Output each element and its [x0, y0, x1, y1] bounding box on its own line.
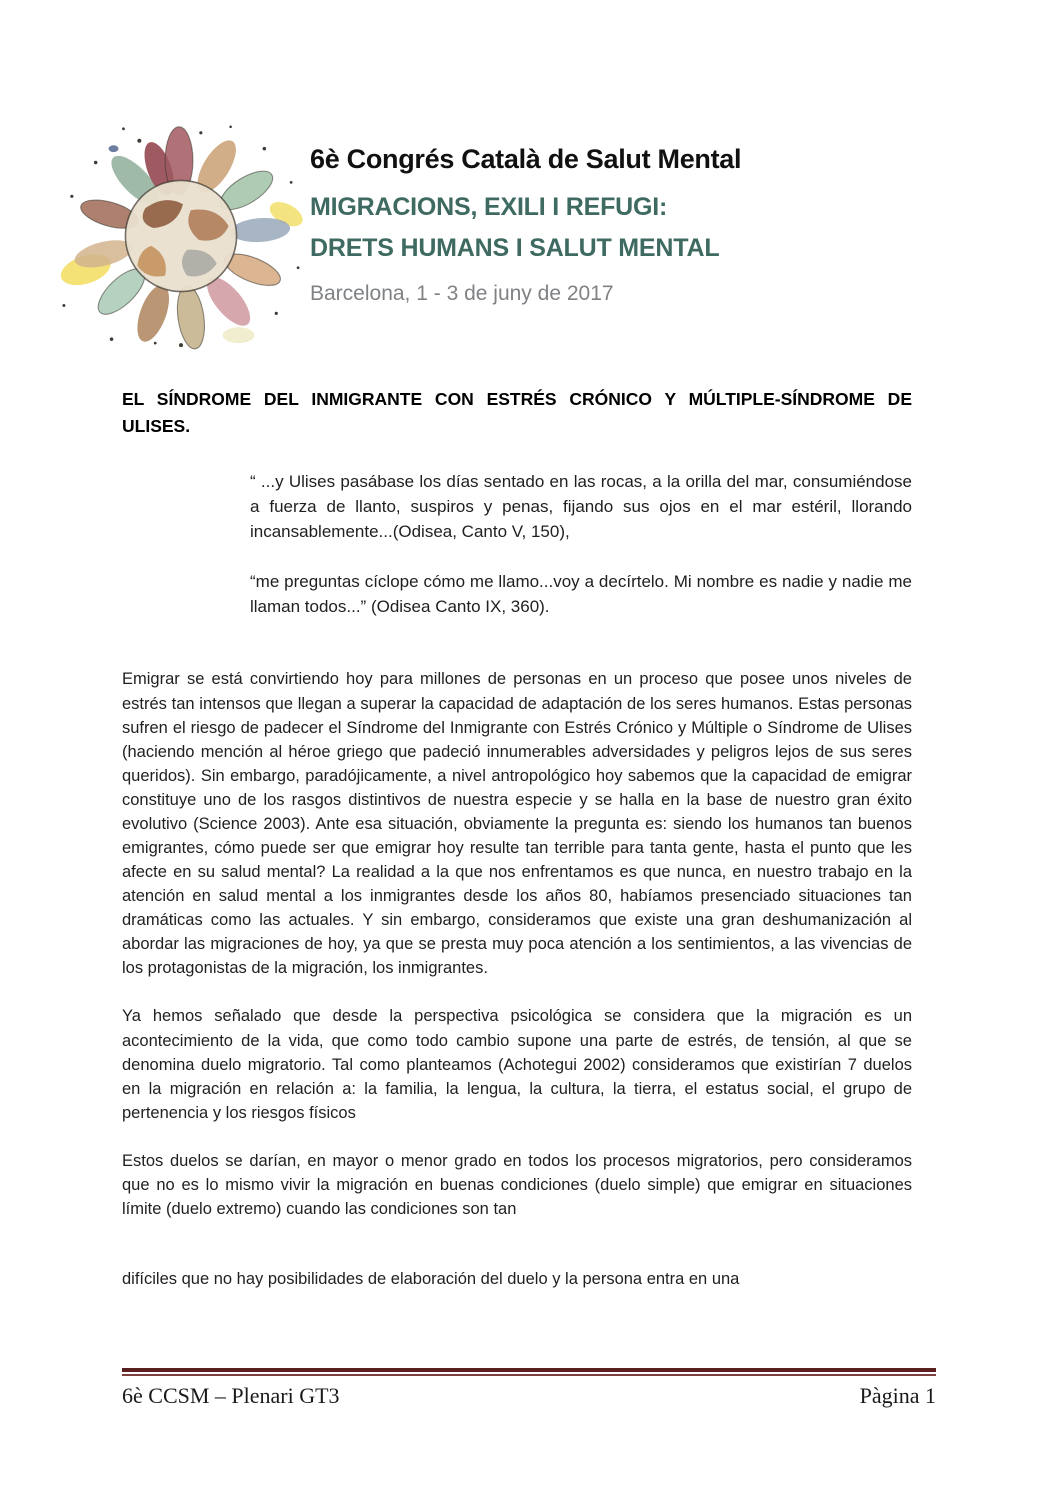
watercolor-globe-people-icon [52, 118, 310, 350]
body-paragraph-1: Emigrar se está convirtiendo hoy para millones de personas en un proceso que posee unos niveles de estrés tan intensos que llegan a superar la capacidad de adaptación de los seres humanos. Estas personas sufren el riesgo de padecer el Síndrome del Inmigrante con Estrés Crónico y Múltiple o Síndrome de Ulises (haciendo mención al héroe griego que padeció innumerables adversidades y peligros lejos de sus seres queridos). Sin embargo, paradójicamente, a nivel antropológico hoy sabemos que la capacidad de emigrar constituye uno de los rasgos distintivos de nuestra especie y se halla en la base de nuestro gran éxito evolutivo (Science 2003). Ante esa situación, obviamente la pregunta es: siendo los humanos tan buenos emigrantes, cómo puede ser que emigrar hoy resulte tan terrible para tanta gente, hasta el punto que les afecte en su salud mental? La realidad a la que nos enfrentamos es que nunca, en nuestro trabajo en la atención en salud mental a los inmigrantes desde los años 80, habíamos presenciado situaciones tan dramáticas como las actuales. Y sin embargo, consideramos que existe una gran deshumanización al abordar las migraciones de hoy, ya que se presta muy poca atención a los sentimientos, a las vivencias de los protagonistas de la migración, los inmigrantes. [122, 670, 912, 978]
body-paragraph-4: difíciles que no hay posibilidades de elaboración del duelo y la persona entra en una [122, 1270, 740, 1289]
document-content [0, 386, 1058, 1291]
congress-date: Barcelona, 1 - 3 de juny de 2017 [310, 282, 614, 305]
congress-title: 6è Congrés Català de Salut Mental [310, 144, 742, 174]
congress-header-text [310, 118, 741, 306]
footer-page-number: Pàgina 1 [859, 1383, 936, 1408]
odyssey-quote-1: “ ...y Ulises pasábase los días sentado en las rocas, a la orilla del mar, consumiéndose a fuerza de llanto, suspiros y penas, fijando sus ojos en el mar estéril, llorando incansablemente...(Odisea, Canto V, 150), [250, 472, 912, 541]
document-title: EL SÍNDROME DEL INMIGRANTE CON ESTRÉS CRÓNICO Y MÚLTIPLE-SÍNDROME DE ULISES. [122, 389, 912, 437]
body-paragraph-3: Estos duelos se darían, en mayor o menor grado en todos los procesos migratorios, pero consideramos que no es lo mismo vivir la migración en buenas condiciones (duelo simple) que emigrar en situaciones límite (duelo extremo) cuando las condiciones son tan [122, 1151, 912, 1219]
footer-rule-thin [122, 1374, 936, 1376]
congress-header [0, 118, 1058, 350]
congress-logo [52, 118, 310, 350]
congress-subtitle-line2: DRETS HUMANS I SALUT MENTAL [310, 233, 720, 262]
odyssey-quote-2: “me preguntas cíclope cómo me llamo...voy a decírtelo. Mi nombre es nadie y nadie me llaman todos...” (Odisea Canto IX, 360). [250, 572, 912, 616]
page-footer [122, 1368, 936, 1409]
footer-left-text: 6è CCSM – Plenari GT3 [122, 1383, 340, 1408]
body-paragraph-2: Ya hemos señalado que desde la perspectiva psicológica se considera que la migración es un acontecimiento de la vida, que como todo cambio supone una parte de estrés, de tensión, al que se denomina duelo migratorio. Tal como planteamos (Achotegui 2002) consideramos que existirían 7 duelos en la migración en relación a: la familia, la lengua, la cultura, la tierra, el estatus social, el grupo de pertenencia y los riesgos físicos [122, 1007, 912, 1122]
congress-subtitle-line1: MIGRACIONS, EXILI I REFUGI: [310, 193, 668, 221]
